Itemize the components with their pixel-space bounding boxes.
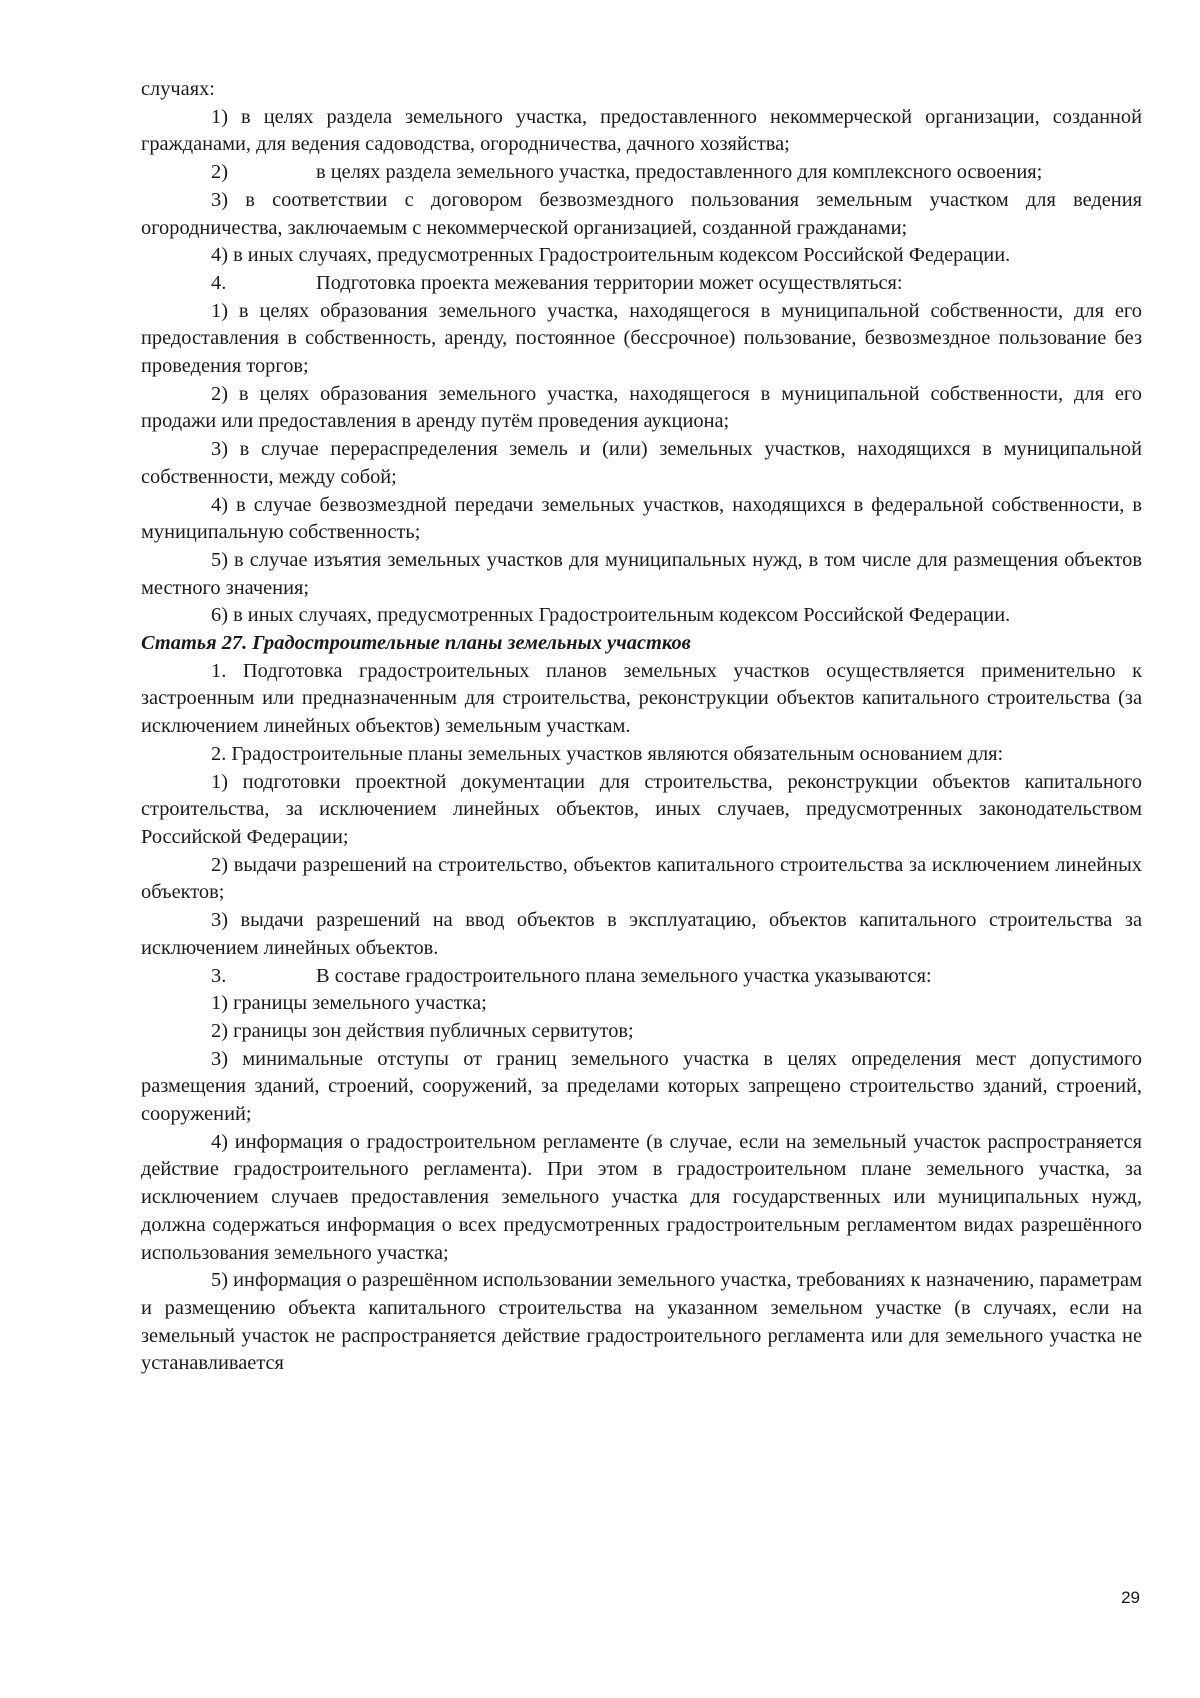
list-item: 1) в целях образования земельного участка, находящегося в муниципальной собственности, для его предоставления в собственность, аренду, постоянное (бессрочное) пользование, безвозмездное пользование без проведения торгов;: [141, 299, 1142, 378]
list-item: 3) выдачи разрешений на ввод объектов в эксплуатацию, объектов капитального строительства за исключением линейных объектов.: [141, 909, 1142, 959]
list-item: 2) в целях образования земельного участка, находящегося в муниципальной собственности, для его продажи или предоставления в аренду путём проведения аукциона;: [141, 382, 1142, 433]
list-item: 5) информация о разрешённом использовании земельного участка, требованиях к назначению, параметрам и размещению объекта капитального строительства на указанном земельном участке (в случаях, если на земельный участок не распространяется действие градостроительного регламента или для земельного участка не устанавливается: [141, 1269, 1142, 1375]
paragraph: случаях:: [141, 78, 215, 100]
list-item: 2) выдачи разрешений на строительство, объектов капитального строительства за исключением линейных объектов;: [141, 853, 1142, 904]
list-item: 3) в соответствии с договором безвозмездного пользования земельным участком для ведения огородничества, заключаемым с некоммерческой организацией, созданной гражданами;: [141, 188, 1142, 239]
list-item: 1) границы земельного участка;: [211, 992, 487, 1015]
paragraph-number: 4.: [211, 271, 227, 294]
paragraph-text: В составе градостроительного плана земельного участка указываются:: [316, 964, 932, 987]
paragraph-number: 3.: [211, 964, 227, 987]
paragraph-text: Подготовка проекта межевания территории может осуществляться:: [316, 271, 903, 294]
document-body: [141, 76, 1142, 1378]
list-item: 1) подготовки проектной документации для строительства, реконструкции объектов капитального строительства, за исключением линейных объектов, иных случаев, предусмотренных законодательством Российской Федерации;: [141, 770, 1142, 848]
list-item: 2) границы зон действия публичных сервитутов;: [211, 1019, 634, 1042]
numbered-paragraph: [141, 270, 1142, 298]
list-item: 3) минимальные отступы от границ земельного участка в целях определения мест допустимого размещения зданий, строений, сооружений, за пределами которых запрещено строительство зданий, строений, сооружений;: [141, 1047, 1142, 1126]
list-item: 1) в целях раздела земельного участка, предоставленного некоммерческой организации, созданной гражданами, для ведения садоводства, огородничества, дачного хозяйства;: [141, 105, 1142, 156]
list-item: 4) в случае безвозмездной передачи земельных участков, находящихся в федеральной собственности, в муниципальную собственность;: [141, 493, 1142, 544]
list-item-text: в целях раздела земельного участка, предоставленного для комплексного освоения;: [316, 161, 1043, 184]
list-item: [141, 159, 1142, 187]
numbered-paragraph: [141, 963, 1142, 991]
list-item-number: 2): [211, 161, 228, 184]
page-number: 29: [1121, 1588, 1140, 1607]
paragraph: 1. Подготовка градостроительных планов земельных участков осуществляется применительно к застроенным или предназначенным для строительства, реконструкции объектов капитального строительства (за исключением линейных объектов) земельным участкам.: [141, 659, 1142, 738]
paragraph: 2. Градостроительные планы земельных участков являются обязательным основанием для:: [211, 742, 1004, 765]
list-item: 4) информация о градостроительном регламенте (в случае, если на земельный участок распространяется действие градостроительного регламента). При этом в градостроительном плане земельного участка, за исключением случаев предоставления земельного участка для государственных или муниципальных нужд, должна содержаться информация о всех предусмотренных градостроительным регламентом видах разрешённого использования земельного участка;: [141, 1130, 1142, 1264]
list-item: 6) в иных случаях, предусмотренных Градостроительным кодексом Российской Федерации.: [211, 604, 1011, 627]
list-item: 4) в иных случаях, предусмотренных Градостроительным кодексом Российской Федерации.: [211, 244, 1011, 267]
list-item: 5) в случае изъятия земельных участков для муниципальных нужд, в том числе для размещения объектов местного значения;: [141, 548, 1142, 599]
list-item: 3) в случае перераспределения земель и (или) земельных участков, находящихся в муниципальной собственности, между собой;: [141, 438, 1142, 488]
article-heading: Статья 27. Градостроительные планы земельных участков: [141, 632, 691, 655]
